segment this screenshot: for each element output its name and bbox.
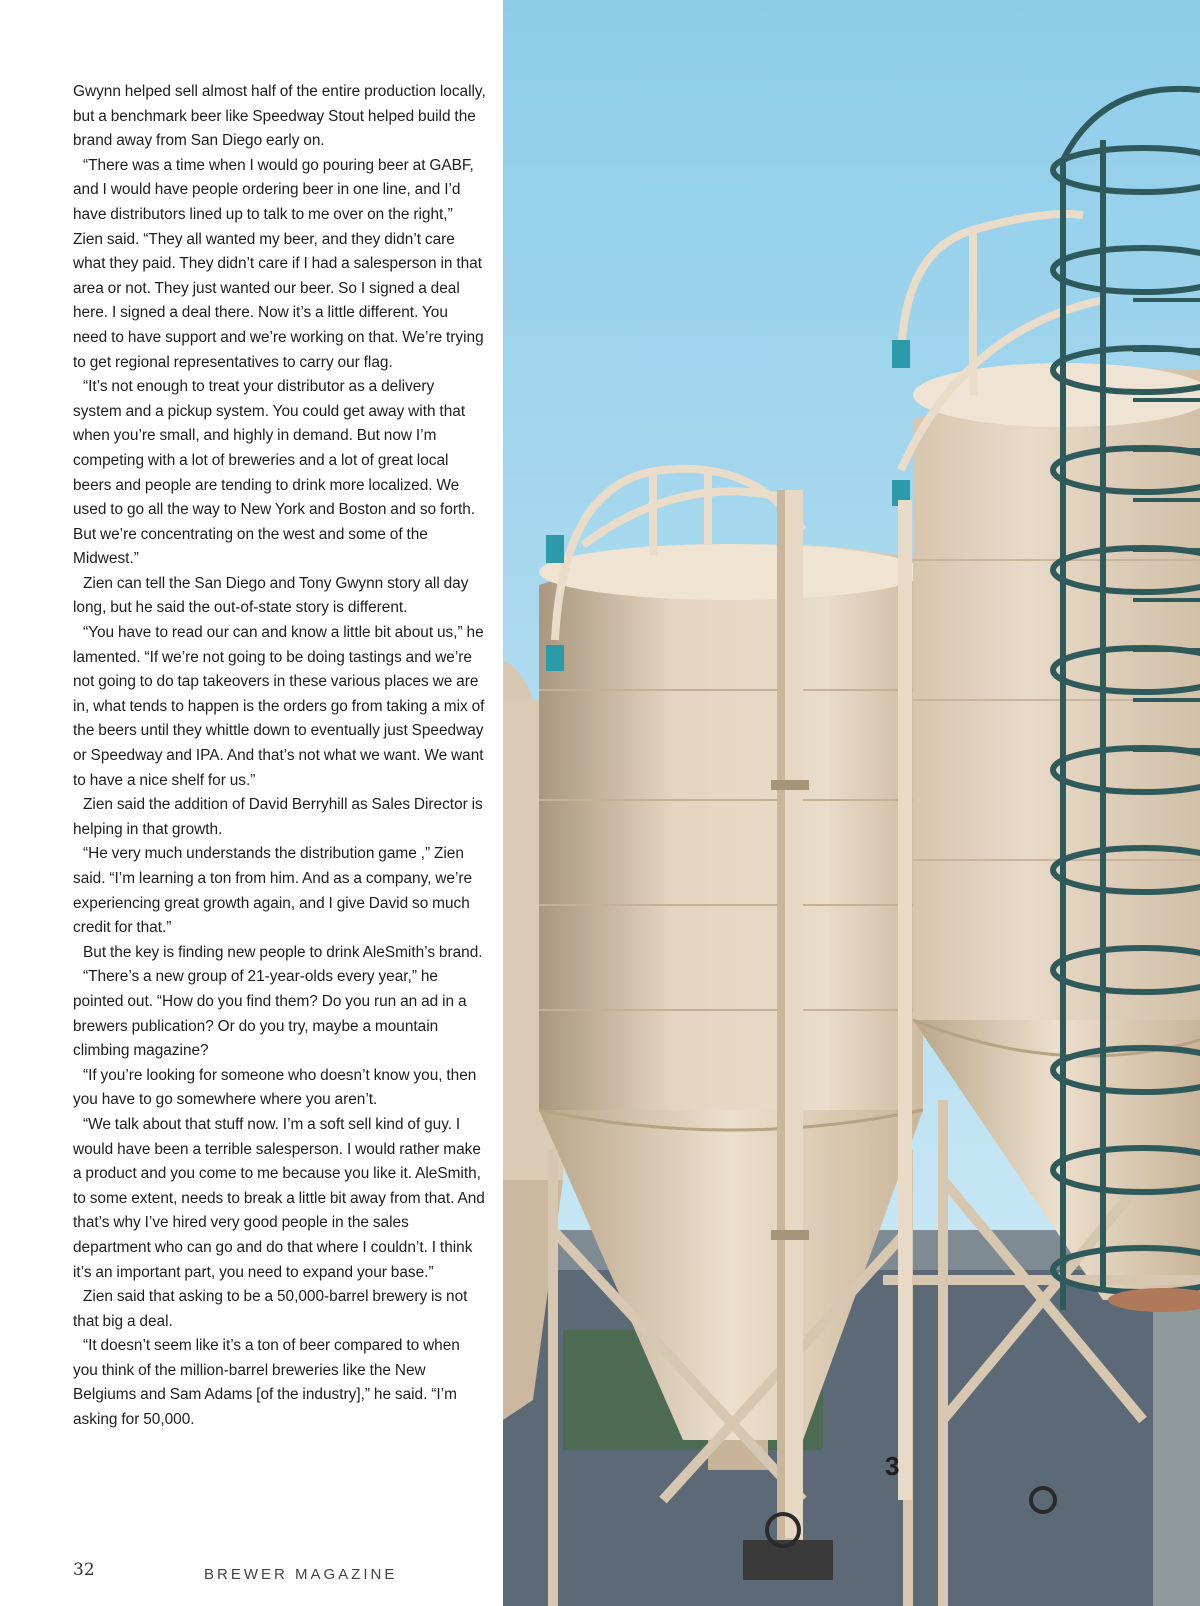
paragraph: Zien said that asking to be a 50,000-barrel brewery is not that big a deal. xyxy=(73,1288,468,1330)
publication-name: BREWER MAGAZINE xyxy=(204,1566,398,1583)
silos-illustration xyxy=(503,0,1200,1606)
paragraph: “It doesn’t seem like it’s a ton of beer compared to when you think of the million-barrel breweries like the New Belgiums and Sam Adams [of the industry],” he said. “I’m asking for 50,000. xyxy=(73,1337,460,1429)
paragraph: “It’s not enough to treat your distributor as a delivery system and a pickup system. You could get away with that when you’re small, and highly in demand. But now I’m competing with a lot of breweries and a lot of great local beers and people are tending to drink more localized. We used to go all the way to New York and Boston and so forth. But we’re concentrating on the west and some of the Midwest.” xyxy=(73,378,476,568)
left-silo xyxy=(539,545,923,1110)
paragraph: “There was a time when I would go pouring beer at GABF, and I would have people ordering beer in one line, and I’d have distributors lined up to talk to me over on the right,” Zien said. “They all wanted my beer, and they didn’t care what they paid. They didn’t care if I had a salesperson in that area or not. They just wanted our beer. So I signed a deal here. I signed a deal there. Now it’s a little different. You need to have support and we’re working on that. We’re trying to get regional representatives to carry our flag. xyxy=(73,156,484,371)
paragraph: Zien said the addition of David Berryhill as Sales Director is helping in that growth. xyxy=(73,796,483,838)
paragraph: Zien can tell the San Diego and Tony Gwynn story all day long, but he said the out-of-state story is different. xyxy=(73,574,469,617)
paragraph: “If you’re looking for someone who doesn’t know you, then you have to go somewhere where you aren’t. xyxy=(73,1066,477,1109)
paragraph: But the key is finding new people to drink AleSmith’s brand. xyxy=(83,943,483,961)
tank-number: 3 xyxy=(885,1451,900,1481)
page-number: 32 xyxy=(73,1560,95,1580)
brewery-silos-photo xyxy=(503,0,1200,1606)
paragraph: “We talk about that stuff now. I’m a soft sell kind of guy. I would have been a terrible salesperson. I would rather make a product and you come to me because you like it. AleSmith, to some extent, needs to break a little bit away from that. And that’s why I’ve hired very good people in the sales department who can go and do that where I couldn’t. I think it’s an important part, you need to expand your base.” xyxy=(73,1115,485,1281)
paragraph: Gwynn helped sell almost half of the entire production locally, but a benchmark beer like Speedway Stout helped build the brand away from San Diego early on. xyxy=(73,83,486,150)
paragraph: “You have to read our can and know a little bit about us,” he lamented. “If we’re not going to be doing tastings and we’re not going to do tap takeovers in these various places we are in, what tends to happen is the orders go from taking a mix of the beers until they whittle down to eventually just Speedway or Speedway and IPA. And that’s not what we want. We want to have a nice shelf for us.” xyxy=(73,624,485,789)
article-body xyxy=(73,80,486,1433)
paragraph: “There’s a new group of 21-year-olds every year,” he pointed out. “How do you find them? Do you run an ad in a brewers publication? Or do you try, maybe a mountain climbing magazine? xyxy=(73,968,467,1060)
paragraph: “He very much understands the distribution game ,” Zien said. “I’m learning a ton from him. And as a company, we’re experiencing great growth again, and I give David so much credit for that.” xyxy=(73,845,473,937)
